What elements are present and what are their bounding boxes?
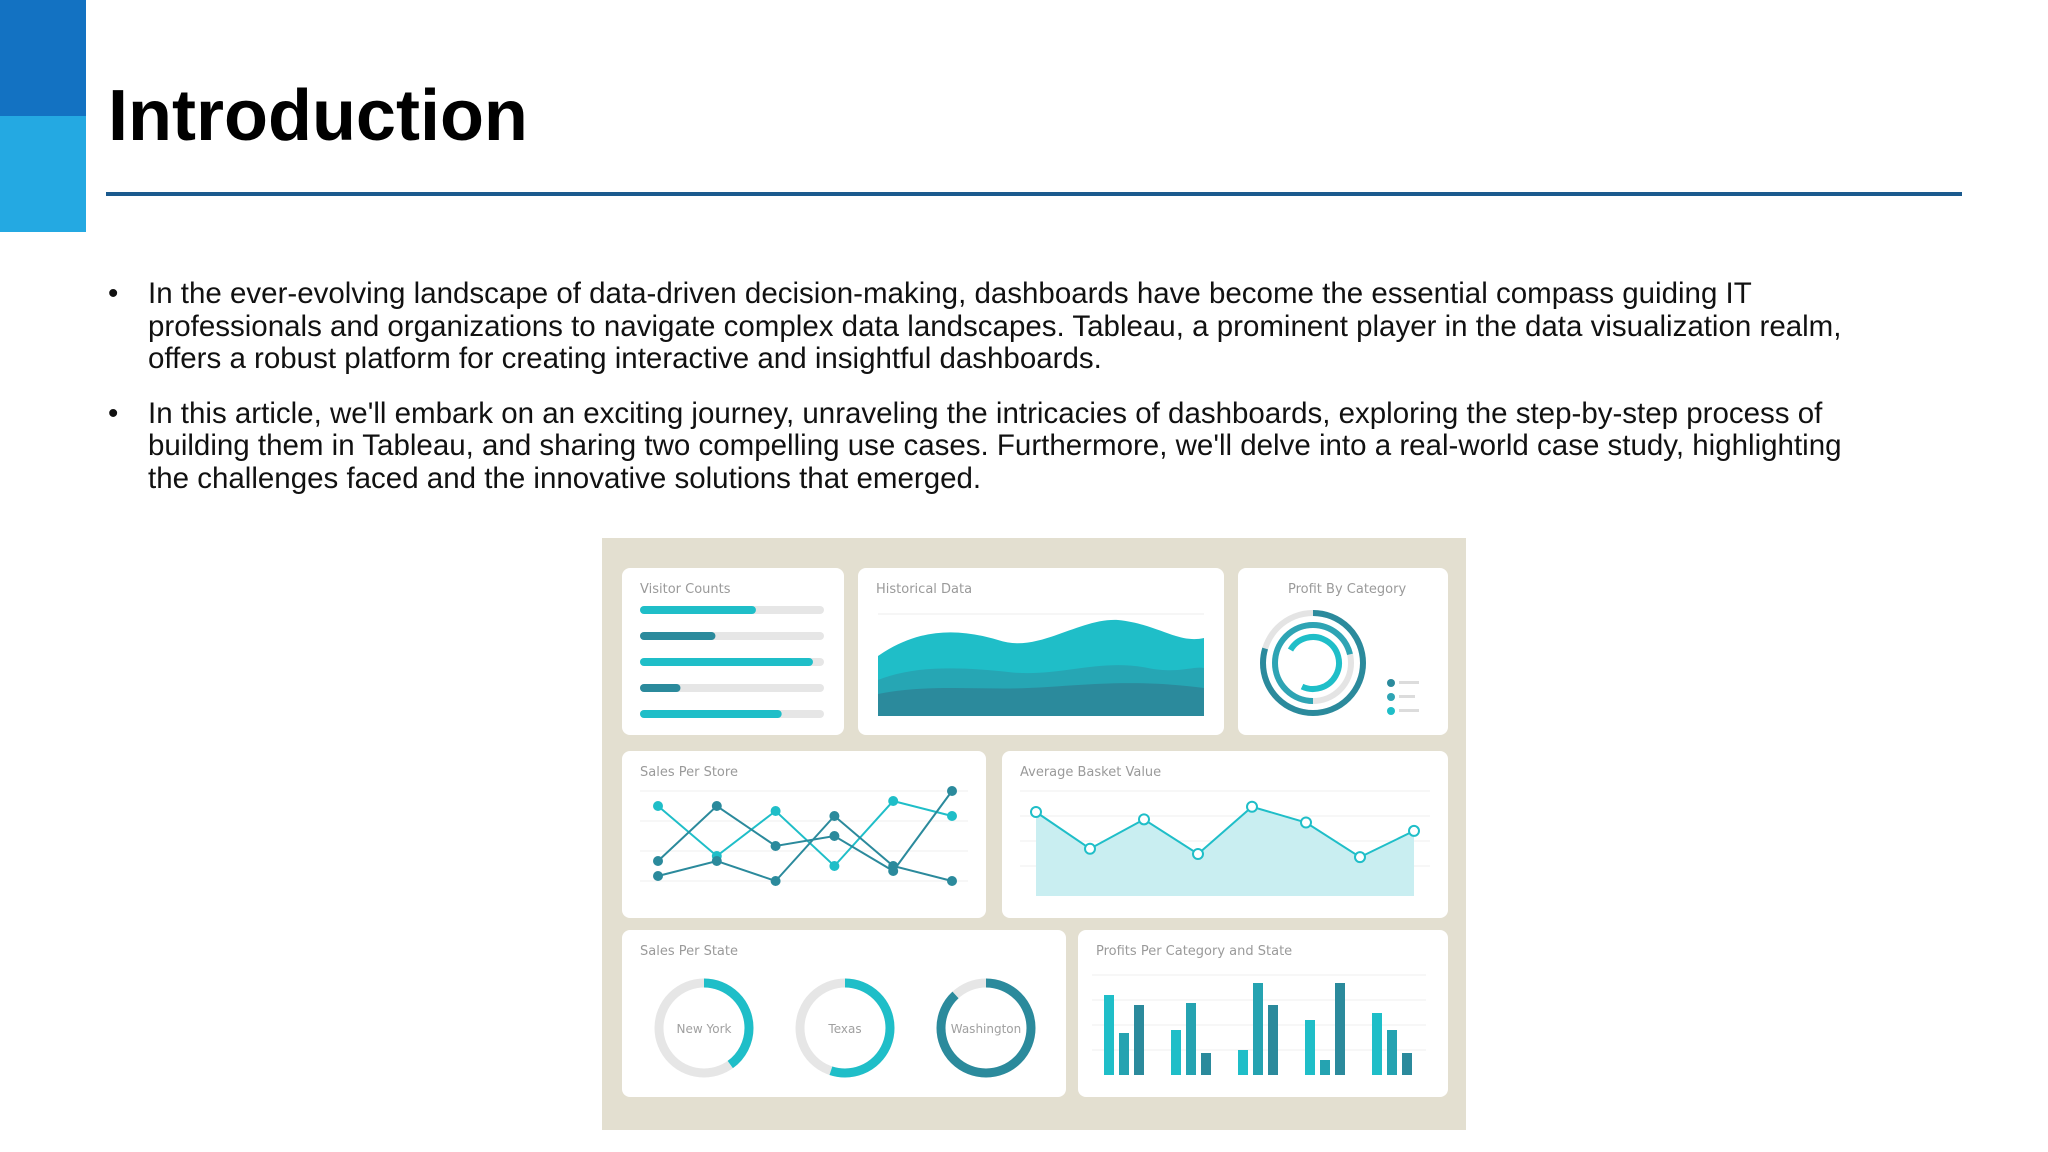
corner-accent-dark	[0, 0, 86, 116]
bar-fill	[640, 606, 756, 614]
data-point	[653, 856, 663, 866]
data-point	[829, 811, 839, 821]
bar	[1134, 1005, 1144, 1075]
data-point	[712, 801, 722, 811]
bar	[1387, 1030, 1397, 1075]
data-point	[1301, 818, 1311, 828]
bar	[1186, 1003, 1196, 1075]
legend-text-placeholder	[1399, 695, 1415, 698]
slide-title: Introduction	[108, 76, 528, 156]
data-point	[771, 841, 781, 851]
data-point	[1247, 802, 1257, 812]
legend-dot	[1387, 707, 1395, 715]
data-point	[653, 871, 663, 881]
data-point	[771, 876, 781, 886]
historical-data-title: Historical Data	[876, 582, 973, 597]
visitor-counts-card	[622, 568, 844, 735]
data-point	[888, 861, 898, 871]
historical-area-chart	[858, 568, 1224, 735]
profit-by-category-card	[1238, 568, 1448, 735]
data-point	[947, 786, 957, 796]
data-point	[947, 876, 957, 886]
profit-by-category-title: Profit By Category	[1288, 582, 1407, 597]
profits-category-state-card	[1078, 930, 1448, 1097]
donut-label: Washington	[950, 1022, 1022, 1036]
profits-category-state-title: Profits Per Category and State	[1096, 944, 1293, 959]
bar	[1305, 1020, 1315, 1075]
sales-per-store-title: Sales Per Store	[640, 765, 738, 780]
series-line	[658, 801, 952, 866]
profit-radial-chart	[1238, 568, 1448, 735]
data-point	[829, 861, 839, 871]
bar-fill	[640, 684, 680, 692]
sales-per-store-card	[622, 751, 986, 918]
bar	[1320, 1060, 1330, 1075]
data-point	[712, 856, 722, 866]
sales-per-store-line-chart	[622, 751, 986, 918]
visitor-counts-bars	[622, 568, 844, 735]
average-basket-area-chart	[1002, 751, 1448, 918]
historical-data-card	[858, 568, 1224, 735]
sales-per-state-card	[622, 930, 1066, 1097]
bar-fill	[640, 658, 813, 666]
donut-label: New York	[676, 1022, 732, 1036]
data-point	[1409, 826, 1419, 836]
bar	[1335, 983, 1345, 1075]
bar	[1201, 1053, 1211, 1075]
average-basket-title: Average Basket Value	[1020, 765, 1162, 780]
donut-label: Texas	[828, 1022, 862, 1036]
series-line	[658, 816, 952, 881]
sales-per-state-title: Sales Per State	[640, 944, 738, 959]
sales-per-state-donuts	[622, 930, 1066, 1097]
bar-fill	[640, 632, 715, 640]
legend-text-placeholder	[1399, 681, 1419, 684]
bullet-text: In this article, we'll embark on an exciting journey, unraveling the intricacies of dashboards, exploring the step-by-step process of building them in Tableau, and sharing two compelling use cases. Furthermore, we'll delve into a real-world case study, highlighting the challenges faced and the innovative solutions that emerged.	[148, 396, 1842, 495]
bar	[1402, 1053, 1412, 1075]
data-point	[947, 811, 957, 821]
average-basket-card	[1002, 751, 1448, 918]
series-line	[658, 791, 952, 871]
legend-dot	[1387, 693, 1395, 701]
visitor-counts-title: Visitor Counts	[640, 582, 731, 597]
bar	[1171, 1030, 1181, 1075]
dashboard-image	[602, 538, 1466, 1130]
bar-fill	[640, 710, 782, 718]
profits-bar-chart	[1078, 930, 1448, 1097]
title-divider	[106, 192, 1962, 196]
bar	[1104, 995, 1114, 1075]
bar	[1253, 983, 1263, 1075]
bullet-marker: •	[108, 277, 119, 310]
bullet-text: In the ever-evolving landscape of data-driven decision-making, dashboards have become the essential compass guiding IT professionals and organizations to navigate complex data landscapes. Tableau, a prominent player in the data visualization realm, offers a robust platform for creating interactive and insightful dashboards.	[148, 277, 1842, 375]
data-point	[1193, 849, 1203, 859]
bar	[1372, 1013, 1382, 1075]
legend-dot	[1387, 679, 1395, 687]
bullet-item	[108, 398, 1848, 496]
bar	[1268, 1005, 1278, 1075]
data-point	[1139, 814, 1149, 824]
data-point	[771, 806, 781, 816]
data-point	[1355, 852, 1365, 862]
data-point	[653, 801, 663, 811]
bar	[1119, 1033, 1129, 1075]
data-point	[1031, 807, 1041, 817]
legend-text-placeholder	[1399, 709, 1419, 712]
bullet-marker: •	[108, 396, 119, 430]
bullet-item	[108, 278, 1848, 376]
data-point	[829, 831, 839, 841]
corner-accent-light	[0, 116, 86, 232]
bar	[1238, 1050, 1248, 1075]
data-point	[888, 796, 898, 806]
data-point	[1085, 844, 1095, 854]
bullet-list	[108, 278, 1848, 517]
